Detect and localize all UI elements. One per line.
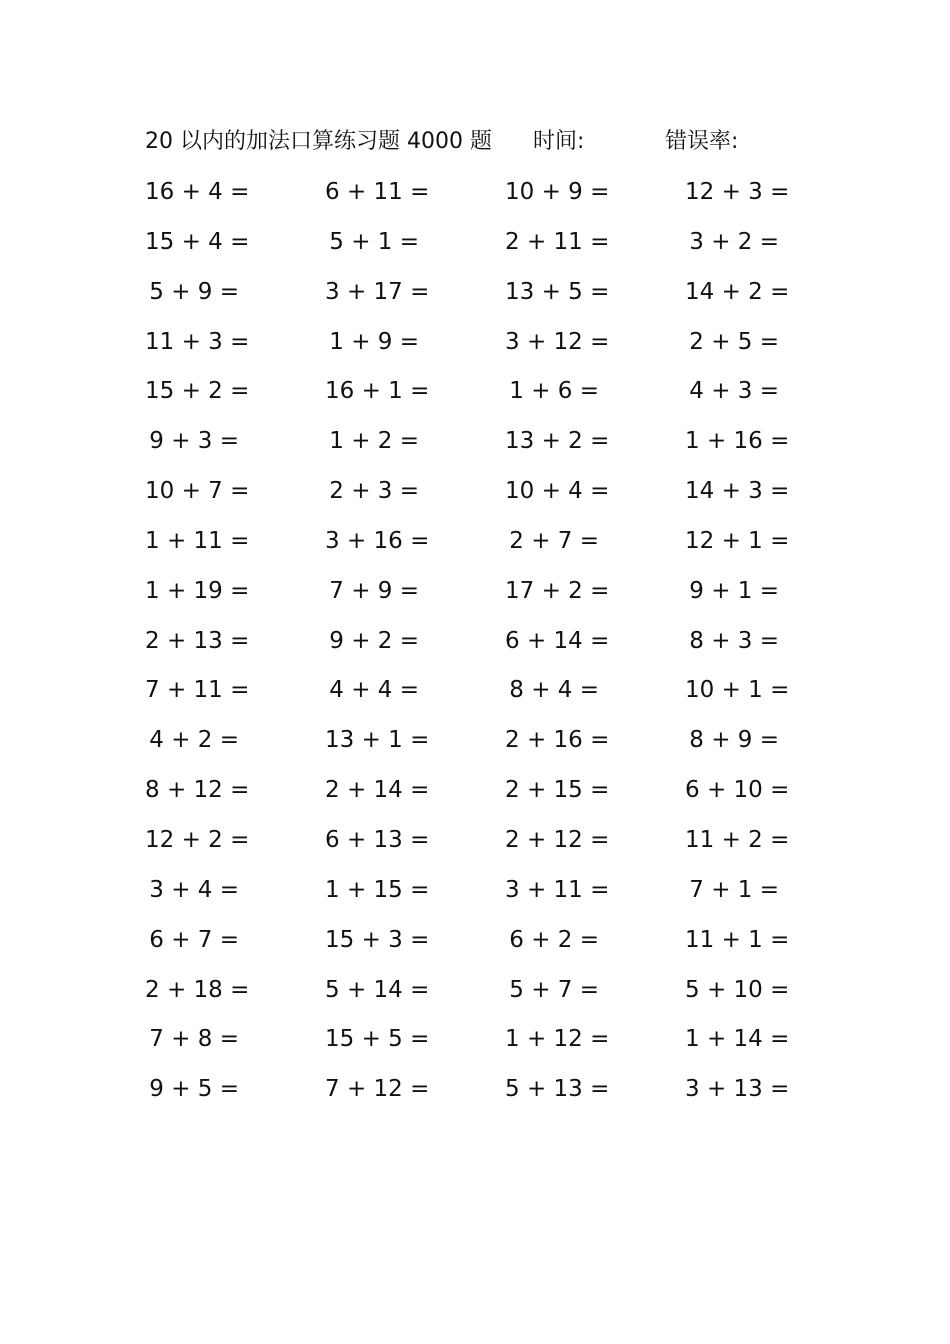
problem-text: 5 + 1 =: [329, 228, 419, 255]
problem-item: [325, 766, 505, 816]
problem-text: 2 + 14 =: [325, 777, 430, 804]
problem-text: 5 + 7 =: [509, 976, 599, 1003]
problem-item: [505, 666, 685, 716]
problem-text: 2 + 12 =: [505, 826, 610, 853]
problem-text: 16 + 1 =: [325, 378, 430, 405]
problem-item: [325, 517, 505, 567]
problem-text: 5 + 14 =: [325, 976, 430, 1003]
problem-item: [145, 816, 325, 866]
problem-item: [685, 268, 865, 318]
problem-item: [685, 866, 865, 916]
problem-text: 1 + 9 =: [329, 328, 419, 355]
problem-item: [505, 916, 685, 966]
problem-item: [325, 467, 505, 517]
problem-item: [685, 218, 865, 268]
problem-item: [505, 268, 685, 318]
time-label: 时间:: [533, 129, 585, 154]
problem-text: 4 + 3 =: [689, 378, 779, 405]
problem-text: 2 + 15 =: [505, 777, 610, 804]
problem-text: 10 + 7 =: [145, 478, 250, 505]
problem-text: 12 + 1 =: [685, 527, 790, 554]
problem-item: [145, 966, 325, 1016]
problem-item: [145, 367, 325, 417]
problem-text: 4 + 4 =: [329, 677, 419, 704]
problem-text: 12 + 2 =: [145, 826, 250, 853]
problem-item: [505, 567, 685, 617]
problem-item: [325, 617, 505, 667]
problem-item: [325, 168, 505, 218]
problem-text: 6 + 10 =: [685, 777, 790, 804]
problem-item: [685, 467, 865, 517]
problem-text: 15 + 2 =: [145, 378, 250, 405]
problem-text: 6 + 14 =: [505, 627, 610, 654]
problem-text: 1 + 6 =: [509, 378, 599, 405]
problem-item: [685, 816, 865, 866]
problem-item: [685, 1015, 865, 1065]
problem-grid: [145, 168, 805, 1115]
problem-item: [685, 966, 865, 1016]
problem-text: 15 + 5 =: [325, 1026, 430, 1053]
problem-text: 7 + 9 =: [329, 577, 419, 604]
problem-item: [325, 1015, 505, 1065]
problem-item: [505, 318, 685, 368]
problem-item: [325, 417, 505, 467]
problem-item: [505, 517, 685, 567]
problem-item: [145, 766, 325, 816]
problem-item: [685, 517, 865, 567]
problem-text: 1 + 19 =: [145, 577, 250, 604]
problem-item: [685, 617, 865, 667]
problem-text: 7 + 1 =: [689, 876, 779, 903]
problem-item: [325, 966, 505, 1016]
problem-text: 15 + 3 =: [325, 926, 430, 953]
problem-text: 8 + 3 =: [689, 627, 779, 654]
problem-text: 6 + 13 =: [325, 826, 430, 853]
problem-item: [145, 866, 325, 916]
problem-text: 17 + 2 =: [505, 577, 610, 604]
problem-text: 1 + 15 =: [325, 876, 430, 903]
problem-text: 9 + 1 =: [689, 577, 779, 604]
problem-text: 2 + 5 =: [689, 328, 779, 355]
problem-text: 10 + 9 =: [505, 179, 610, 205]
problem-text: 13 + 5 =: [505, 278, 610, 305]
problem-item: [685, 567, 865, 617]
problem-text: 2 + 18 =: [145, 976, 250, 1003]
problem-item: [145, 916, 325, 966]
problem-text: 10 + 1 =: [685, 677, 790, 704]
problem-text: 16 + 4 =: [145, 179, 250, 205]
problem-item: [325, 218, 505, 268]
problem-text: 9 + 2 =: [329, 627, 419, 654]
problem-item: [325, 816, 505, 866]
problem-text: 15 + 4 =: [145, 228, 250, 255]
problem-item: [505, 1065, 685, 1115]
problem-text: 8 + 9 =: [689, 727, 779, 754]
problem-item: [685, 168, 865, 218]
problem-item: [685, 1065, 865, 1115]
problem-item: [505, 866, 685, 916]
problem-item: [145, 517, 325, 567]
worksheet-title: 20 以内的加法口算练习题 4000 题: [145, 129, 492, 154]
problem-text: 2 + 7 =: [509, 527, 599, 554]
problem-item: [685, 367, 865, 417]
problem-text: 3 + 17 =: [325, 278, 430, 305]
problem-item: [325, 318, 505, 368]
problem-item: [325, 666, 505, 716]
problem-item: [145, 716, 325, 766]
problem-text: 7 + 12 =: [325, 1076, 430, 1103]
problem-text: 10 + 4 =: [505, 478, 610, 505]
problem-item: [145, 218, 325, 268]
problem-text: 1 + 11 =: [145, 527, 250, 554]
problem-text: 3 + 2 =: [689, 228, 779, 255]
problem-text: 6 + 7 =: [149, 926, 239, 953]
problem-text: 6 + 11 =: [325, 179, 430, 205]
problem-text: 14 + 2 =: [685, 278, 790, 305]
problem-item: [505, 966, 685, 1016]
problem-item: [325, 367, 505, 417]
error-rate-label: 错误率:: [665, 129, 739, 154]
problem-item: [145, 567, 325, 617]
worksheet-header: [145, 124, 805, 160]
problem-text: 3 + 16 =: [325, 527, 430, 554]
problem-item: [505, 417, 685, 467]
problem-item: [505, 1015, 685, 1065]
problem-item: [145, 417, 325, 467]
problem-text: 12 + 3 =: [685, 179, 790, 205]
problem-text: 9 + 5 =: [149, 1076, 239, 1103]
problem-text: 13 + 2 =: [505, 428, 610, 455]
problem-text: 9 + 3 =: [149, 428, 239, 455]
problem-item: [325, 268, 505, 318]
problem-item: [145, 467, 325, 517]
problem-item: [505, 816, 685, 866]
problem-item: [505, 716, 685, 766]
problem-text: 8 + 12 =: [145, 777, 250, 804]
problem-text: 11 + 3 =: [145, 328, 250, 355]
problem-item: [685, 916, 865, 966]
problem-item: [325, 1065, 505, 1115]
problem-text: 3 + 12 =: [505, 328, 610, 355]
problem-text: 7 + 11 =: [145, 677, 250, 704]
problem-item: [505, 168, 685, 218]
problem-item: [145, 1065, 325, 1115]
problem-text: 1 + 12 =: [505, 1026, 610, 1053]
problem-item: [685, 417, 865, 467]
problem-item: [145, 1015, 325, 1065]
problem-item: [505, 766, 685, 816]
problem-text: 11 + 2 =: [685, 826, 790, 853]
problem-text: 5 + 13 =: [505, 1076, 610, 1103]
problem-item: [505, 367, 685, 417]
problem-text: 2 + 3 =: [329, 478, 419, 505]
problem-text: 3 + 13 =: [685, 1076, 790, 1103]
problem-item: [145, 666, 325, 716]
problem-text: 1 + 16 =: [685, 428, 790, 455]
problem-item: [325, 866, 505, 916]
problem-text: 2 + 16 =: [505, 727, 610, 754]
problem-text: 7 + 8 =: [149, 1026, 239, 1053]
problem-item: [685, 716, 865, 766]
problem-text: 14 + 3 =: [685, 478, 790, 505]
problem-item: [505, 467, 685, 517]
problem-item: [505, 218, 685, 268]
problem-text: 1 + 2 =: [329, 428, 419, 455]
problem-item: [505, 617, 685, 667]
problem-text: 13 + 1 =: [325, 727, 430, 754]
problem-text: 5 + 10 =: [685, 976, 790, 1003]
problem-text: 11 + 1 =: [685, 926, 790, 953]
problem-item: [145, 318, 325, 368]
problem-text: 2 + 13 =: [145, 627, 250, 654]
problem-text: 8 + 4 =: [509, 677, 599, 704]
problem-text: 3 + 11 =: [505, 876, 610, 903]
problem-text: 1 + 14 =: [685, 1026, 790, 1053]
problem-item: [685, 318, 865, 368]
problem-item: [325, 916, 505, 966]
problem-item: [685, 766, 865, 816]
problem-item: [145, 168, 325, 218]
problem-text: 2 + 11 =: [505, 228, 610, 255]
problem-item: [145, 268, 325, 318]
problem-item: [325, 716, 505, 766]
problem-item: [685, 666, 865, 716]
problem-item: [145, 617, 325, 667]
problem-text: 4 + 2 =: [149, 727, 239, 754]
problem-text: 6 + 2 =: [509, 926, 599, 953]
problem-text: 3 + 4 =: [149, 876, 239, 903]
problem-text: 5 + 9 =: [149, 278, 239, 305]
problem-item: [325, 567, 505, 617]
